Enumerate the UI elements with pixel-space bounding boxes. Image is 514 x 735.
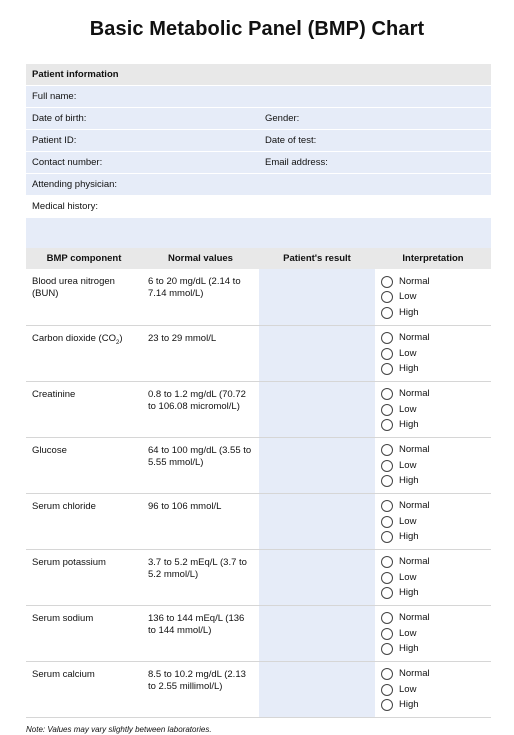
patient-id-label: Patient ID:	[32, 135, 77, 146]
option-label: High	[399, 643, 419, 655]
option-label: Normal	[399, 388, 430, 400]
option-label: Low	[399, 571, 417, 583]
component-cell	[26, 549, 142, 605]
component-name: Serum chloride	[32, 500, 96, 512]
radio-button[interactable]	[381, 556, 393, 568]
component-name: Glucose	[32, 444, 67, 456]
radio-button[interactable]	[381, 419, 393, 431]
interpretation-cell	[375, 605, 491, 661]
patient-info-header: Patient information	[26, 64, 491, 86]
interpretation-cell	[375, 549, 491, 605]
radio-button[interactable]	[381, 516, 393, 528]
history-field[interactable]	[26, 218, 491, 251]
component-cell	[26, 493, 142, 549]
interpretation-option-normal[interactable]	[381, 443, 485, 459]
gender-field[interactable]	[259, 108, 491, 130]
radio-button[interactable]	[381, 572, 393, 584]
table-row	[26, 381, 491, 437]
table-row	[26, 549, 491, 605]
dob-label: Date of birth:	[32, 113, 87, 124]
radio-button[interactable]	[381, 363, 393, 375]
date-of-test-field[interactable]	[259, 130, 491, 152]
radio-button[interactable]	[381, 460, 393, 472]
option-label: Normal	[399, 444, 430, 456]
normal-value-cell: 64 to 100 mg/dL (3.55 to 5.55 mmol/L)	[142, 437, 259, 493]
radio-button[interactable]	[381, 348, 393, 360]
radio-button[interactable]	[381, 332, 393, 344]
gender-label: Gender:	[265, 113, 300, 124]
patient-result-field[interactable]	[259, 549, 375, 605]
component-name-end: )	[119, 332, 123, 344]
radio-button[interactable]	[381, 307, 393, 319]
interpretation-option-high[interactable]	[381, 642, 485, 658]
normal-value-cell: 3.7 to 5.2 mEq/L (3.7 to 5.2 mmol/L)	[142, 549, 259, 605]
table-row	[26, 325, 491, 381]
contact-field[interactable]	[26, 152, 259, 174]
dob-field[interactable]	[26, 108, 259, 130]
radio-button[interactable]	[381, 388, 393, 400]
history-label: Medical history:	[26, 196, 491, 218]
option-label: High	[399, 363, 419, 375]
normal-value-cell: 96 to 106 mmol/L	[142, 493, 259, 549]
interpretation-cell	[375, 325, 491, 381]
component-name: Creatinine	[32, 388, 76, 400]
date-of-test-label: Date of test:	[265, 135, 317, 146]
patient-result-field[interactable]	[259, 325, 375, 381]
table-row	[26, 437, 491, 493]
interpretation-option-normal[interactable]	[381, 387, 485, 403]
email-field[interactable]	[259, 152, 491, 174]
interpretation-option-high[interactable]	[381, 418, 485, 434]
interpretation-option-normal[interactable]	[381, 331, 485, 347]
component-subscript: 2	[115, 339, 120, 346]
patient-info-table	[26, 64, 491, 251]
option-label: Normal	[399, 612, 430, 624]
radio-button[interactable]	[381, 684, 393, 696]
component-name: Serum calcium	[32, 668, 95, 680]
radio-button[interactable]	[381, 404, 393, 416]
component-name: Blood urea nitrogen (BUN)	[32, 276, 115, 299]
component-cell	[26, 437, 142, 493]
option-label: High	[399, 587, 419, 599]
interpretation-option-normal[interactable]	[381, 274, 485, 290]
interpretation-option-normal[interactable]	[381, 611, 485, 627]
interpretation-option-high[interactable]	[381, 305, 485, 321]
radio-button[interactable]	[381, 643, 393, 655]
component-name: Carbon dioxide (CO	[32, 332, 116, 344]
option-label: High	[399, 699, 419, 711]
normal-value-cell: 0.8 to 1.2 mg/dL (70.72 to 106.08 micromol/L)	[142, 381, 259, 437]
option-label: Low	[399, 403, 417, 415]
radio-button[interactable]	[381, 475, 393, 487]
normal-value-cell: 136 to 144 mEq/L (136 to 144 mmol/L)	[142, 605, 259, 661]
interpretation-option-high[interactable]	[381, 586, 485, 602]
physician-field[interactable]	[26, 174, 491, 196]
interpretation-cell	[375, 381, 491, 437]
radio-button[interactable]	[381, 612, 393, 624]
interpretation-option-normal[interactable]	[381, 499, 485, 515]
interpretation-cell	[375, 437, 491, 493]
option-label: High	[399, 419, 419, 431]
normal-value-cell: 8.5 to 10.2 mg/dL (2.13 to 2.55 millimol/L)	[142, 661, 259, 717]
option-label: Normal	[399, 556, 430, 568]
option-label: High	[399, 531, 419, 543]
page-title: Basic Metabolic Panel (BMP) Chart	[89, 18, 425, 40]
patient-result-field[interactable]	[259, 661, 375, 717]
normal-value-cell: 6 to 20 mg/dL (2.14 to 7.14 mmol/L)	[142, 269, 259, 325]
physician-label: Attending physician:	[32, 179, 118, 190]
col-header-component: BMP component	[26, 248, 142, 269]
email-label: Email address:	[265, 157, 328, 168]
component-cell	[26, 381, 142, 437]
patient-result-field[interactable]	[259, 269, 375, 325]
contact-label: Contact number:	[32, 157, 103, 168]
interpretation-cell	[375, 661, 491, 717]
radio-button[interactable]	[381, 500, 393, 512]
component-name: Serum potassium	[32, 556, 106, 568]
footnote: Note: Values may vary slightly between laboratories.	[26, 725, 212, 734]
radio-button[interactable]	[381, 276, 393, 288]
normal-value-cell: 23 to 29 mmol/L	[142, 325, 259, 381]
table-row	[26, 493, 491, 549]
interpretation-option-low[interactable]	[381, 290, 485, 306]
patient-id-field[interactable]	[26, 130, 259, 152]
option-label: Low	[399, 291, 417, 303]
interpretation-option-low[interactable]	[381, 458, 485, 474]
radio-button[interactable]	[381, 291, 393, 303]
component-cell	[26, 661, 142, 717]
interpretation-option-low[interactable]	[381, 626, 485, 642]
interpretation-option-normal[interactable]	[381, 667, 485, 683]
patient-result-field[interactable]	[259, 437, 375, 493]
interpretation-option-high[interactable]	[381, 474, 485, 490]
option-label: Normal	[399, 668, 430, 680]
interpretation-option-low[interactable]	[381, 682, 485, 698]
col-header-result: Patient's result	[259, 248, 375, 269]
col-header-normal: Normal values	[142, 248, 259, 269]
table-row	[26, 661, 491, 717]
radio-button[interactable]	[381, 444, 393, 456]
interpretation-option-high[interactable]	[381, 362, 485, 378]
radio-button[interactable]	[381, 587, 393, 599]
option-label: Normal	[399, 275, 430, 287]
component-name: Serum sodium	[32, 612, 94, 624]
full-name-label: Full name:	[32, 91, 77, 102]
col-header-interpretation: Interpretation	[375, 248, 491, 269]
component-cell	[26, 605, 142, 661]
option-label: Low	[399, 683, 417, 695]
patient-result-field[interactable]	[259, 493, 375, 549]
option-label: High	[399, 306, 419, 318]
option-label: Low	[399, 627, 417, 639]
option-label: High	[399, 475, 419, 487]
option-label: Normal	[399, 500, 430, 512]
radio-button[interactable]	[381, 531, 393, 543]
component-cell	[26, 269, 142, 325]
table-row	[26, 605, 491, 661]
interpretation-option-low[interactable]	[381, 570, 485, 586]
option-label: Low	[399, 347, 417, 359]
interpretation-option-low[interactable]	[381, 402, 485, 418]
interpretation-cell	[375, 269, 491, 325]
option-label: Low	[399, 515, 417, 527]
patient-result-field[interactable]	[259, 381, 375, 437]
interpretation-option-low[interactable]	[381, 346, 485, 362]
interpretation-option-low[interactable]	[381, 514, 485, 530]
patient-result-field[interactable]	[259, 605, 375, 661]
radio-button[interactable]	[381, 668, 393, 680]
bmp-table	[26, 248, 491, 718]
interpretation-cell	[375, 493, 491, 549]
interpretation-option-normal[interactable]	[381, 555, 485, 571]
option-label: Low	[399, 459, 417, 471]
option-label: Normal	[399, 332, 430, 344]
full-name-field[interactable]	[26, 86, 491, 108]
interpretation-option-high[interactable]	[381, 530, 485, 546]
interpretation-option-high[interactable]	[381, 698, 485, 714]
radio-button[interactable]	[381, 699, 393, 711]
radio-button[interactable]	[381, 628, 393, 640]
component-cell	[26, 325, 142, 381]
table-row	[26, 269, 491, 325]
